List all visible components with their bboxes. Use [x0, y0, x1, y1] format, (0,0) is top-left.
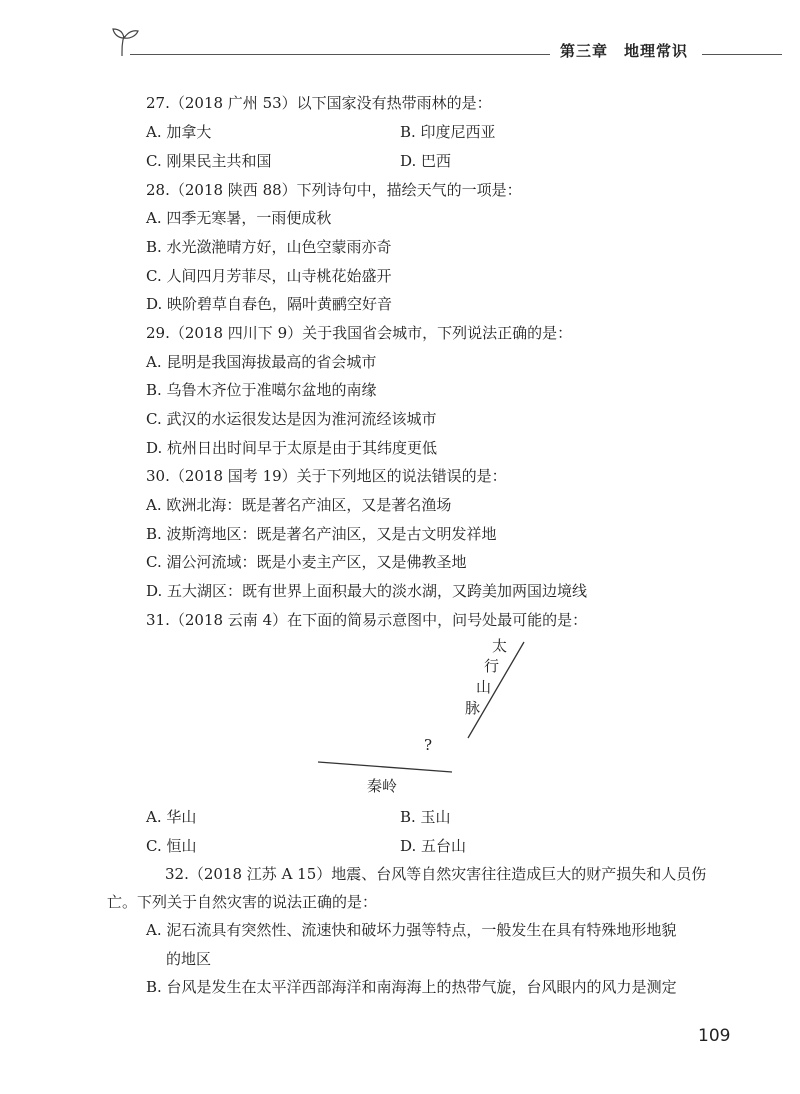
- taihang-char-4: 脉: [465, 699, 481, 717]
- question-31-stem: 31.（2018 云南 4）在下面的简易示意图中，问号处最可能的是：: [146, 611, 588, 629]
- q29-option-a: A. 昆明是我国海拔最高的省会城市: [146, 353, 377, 371]
- qinling-label: 秦岭: [367, 777, 398, 795]
- q29-option-c: C. 武汉的水运很发达是因为淮河流经该城市: [146, 410, 437, 428]
- q28-option-c: C. 人间四月芳菲尽，山寺桃花始盛开: [146, 267, 392, 285]
- question-mark: ?: [424, 736, 433, 754]
- q27-option-b: B. 印度尼西亚: [400, 123, 496, 141]
- header-rule-left: [130, 54, 550, 55]
- q32-option-b-line1: B. 台风是发生在太平洋西部海洋和南海海上的热带气旋，台风眼内的风力是测定: [146, 978, 677, 996]
- q31-option-d: D. 五台山: [400, 837, 467, 855]
- q29-option-b: B. 乌鲁木齐位于准噶尔盆地的南缘: [146, 381, 377, 399]
- question-32-stem-line1: 32.（2018 江苏 A 15）地震、台风等自然灾害往往造成巨大的财产损失和人员伤: [165, 865, 707, 883]
- q32-option-a-line2: 的地区: [166, 950, 212, 968]
- q27-option-a: A. 加拿大: [146, 123, 212, 141]
- q30-option-c: C. 湄公河流域：既是小麦主产区，又是佛教圣地: [146, 553, 467, 571]
- q27-option-d: D. 巴西: [400, 152, 452, 170]
- taihang-char-2: 行: [484, 657, 500, 675]
- qinling-line: [318, 762, 452, 772]
- q30-option-d: D. 五大湖区：既有世界上面积最大的淡水湖，又跨美加两国边境线: [146, 582, 588, 600]
- q27-option-c: C. 刚果民主共和国: [146, 152, 272, 170]
- page-number: 109: [698, 1026, 731, 1046]
- q28-option-d: D. 映阶碧草自春色，隔叶黄鹂空好音: [146, 295, 393, 313]
- chapter-title: 第三章 地理常识: [560, 42, 689, 60]
- question-32-stem-line2: 亡。下列关于自然灾害的说法正确的是：: [107, 893, 378, 911]
- question-27-stem: 27.（2018 广州 53）以下国家没有热带雨林的是：: [146, 94, 492, 112]
- q31-option-b: B. 玉山: [400, 808, 451, 826]
- q28-option-a: A. 四季无寒暑，一雨便成秋: [146, 209, 332, 227]
- question-28-stem: 28.（2018 陕西 88）下列诗句中，描绘天气的一项是：: [146, 181, 522, 199]
- q30-option-b: B. 波斯湾地区：既是著名产油区，又是古文明发祥地: [146, 525, 497, 543]
- header-rule-right: [702, 54, 782, 55]
- sketch-map: [300, 630, 560, 780]
- taihang-char-1: 太: [492, 637, 508, 655]
- taihang-char-3: 山: [476, 678, 492, 696]
- q31-option-a: A. 华山: [146, 808, 197, 826]
- question-29-stem: 29.（2018 四川下 9）关于我国省会城市，下列说法正确的是：: [146, 324, 573, 342]
- q32-option-a-line1: A. 泥石流具有突然性、流速快和破坏力强等特点，一般发生在具有特殊地形地貌: [146, 921, 677, 939]
- question-30-stem: 30.（2018 国考 19）关于下列地区的说法错误的是：: [146, 467, 507, 485]
- q31-option-c: C. 恒山: [146, 837, 197, 855]
- q30-option-a: A. 欧洲北海：既是著名产油区，又是著名渔场: [146, 496, 452, 514]
- q29-option-d: D. 杭州日出时间早于太原是由于其纬度更低: [146, 439, 438, 457]
- q28-option-b: B. 水光潋滟晴方好，山色空蒙雨亦奇: [146, 238, 392, 256]
